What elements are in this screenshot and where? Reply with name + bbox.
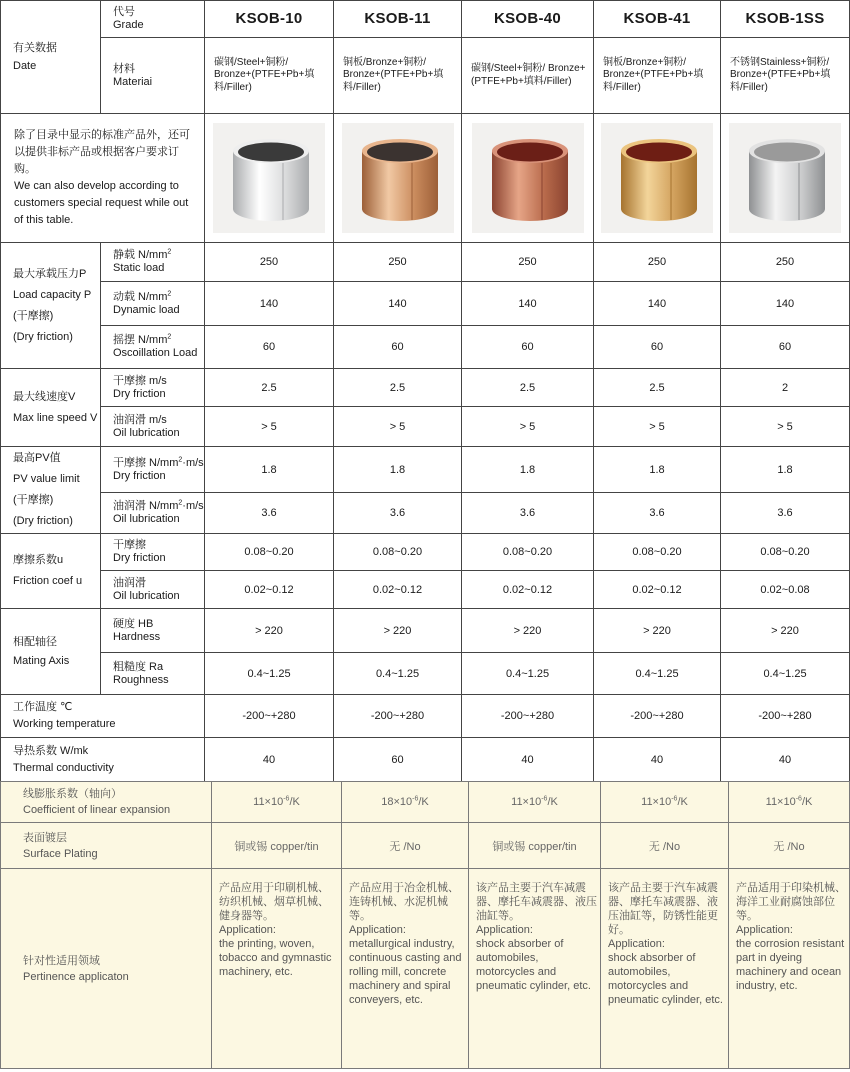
value-cell: 250 <box>205 243 334 282</box>
value-cell: 250 <box>334 243 462 282</box>
value-cell: 40 <box>462 738 594 782</box>
value-cell: > 5 <box>594 407 721 447</box>
value-cell: 60 <box>334 738 462 782</box>
bushing-bore <box>238 143 304 162</box>
value-cell: 无 /No <box>342 823 469 869</box>
value-cell: > 220 <box>334 609 462 653</box>
value-cell: 1.8 <box>334 447 462 493</box>
bushing-photo-silver <box>213 123 325 233</box>
row-dynamic-load <box>1 282 850 326</box>
value-cell: 250 <box>462 243 594 282</box>
custom-order-note: 除了目录中显示的标准产品外，还可以提供非标产品或根据客户要求订购。 We can also develop according to customers special request while out of this table. <box>1 114 205 243</box>
value-cell: 0.4~1.25 <box>205 653 334 695</box>
value-cell: 1.8 <box>721 447 850 493</box>
row-working-temperature <box>1 695 850 738</box>
material-cell: 碳钢/Steel+铜粉/ Bronze+(PTFE+Pb+填料/Filler) <box>462 38 594 114</box>
value-cell: 40 <box>594 738 721 782</box>
value-cell: 铜或锡 copper/tin <box>212 823 342 869</box>
bushing-photo-bronze <box>601 123 713 233</box>
spec-table-lower <box>0 781 850 1069</box>
value-cell: $11\times 10^{-6}/K$ <box>729 782 850 823</box>
label-thermal-conductivity: 导热系数 W/mk Thermal conductivity <box>1 738 205 782</box>
sub-label: 动载 $N/mm^2$ Dynamic load <box>101 282 205 326</box>
bushing-bore <box>367 143 433 162</box>
row-oscillation-load <box>1 326 850 369</box>
value-cell: $11\times 10^{-6}/K$ <box>469 782 601 823</box>
value-cell: 0.08~0.20 <box>205 534 334 571</box>
row-axis-roughness <box>1 653 850 695</box>
value-cell: 0.4~1.25 <box>334 653 462 695</box>
sub-label: 摇摆 $N/mm^2$ Oscoillation Load <box>101 326 205 369</box>
value-cell: 60 <box>205 326 334 369</box>
bushing-photo-copper-dark <box>472 123 584 233</box>
product-code: KSOB-41 <box>594 1 721 38</box>
row-friction-oil <box>1 571 850 609</box>
row-axis-hardness <box>1 609 850 653</box>
label-linear-expansion: 线膨胀系数（轴向） Coefficient of linear expansion <box>1 782 212 823</box>
bushing-bore <box>754 143 820 162</box>
application-cell: 产品应用于印刷机械、纺织机械、烟草机械、健身器等。 Application: the printing, woven, tobacco and gymnastic machinery, etc. <box>212 869 342 1069</box>
value-cell: -200~+280 <box>594 695 721 738</box>
sub-label: 干摩擦 $N/mm^2\cdot m/s$ Dry friction <box>101 447 205 493</box>
group-pv-limit: 最高PV值 PV value limit (干摩擦) (Dry friction) <box>1 447 101 534</box>
material-cell: 碳钢/Steel+铜粉/ Bronze+(PTFE+Pb+填料/Filler) <box>205 38 334 114</box>
photo-cell <box>721 114 850 243</box>
label-surface-plating: 表面镀层 Surface Plating <box>1 823 212 869</box>
sub-label: 干摩擦 m/s Dry friction <box>101 369 205 407</box>
value-cell: 2 <box>721 369 850 407</box>
row-thermal-conductivity <box>1 738 850 782</box>
value-cell: 140 <box>205 282 334 326</box>
value-cell: 140 <box>721 282 850 326</box>
material-label: 材料 Materiai <box>101 38 205 114</box>
value-cell: 0.02~0.08 <box>721 571 850 609</box>
product-code: KSOB-11 <box>334 1 462 38</box>
label-application: 针对性适用领域 Pertinence applicaton <box>1 869 212 1069</box>
value-cell: $11\times 10^{-6}/K$ <box>212 782 342 823</box>
application-cell: 产品适用于印染机械、海洋工业耐腐蚀部位等。 Application: the corrosion resistant part in dyeing machinery and ocean industry, etc. <box>729 869 850 1069</box>
label-working-temperature: 工作温度 ℃ Working temperature <box>1 695 205 738</box>
photo-cell <box>462 114 594 243</box>
value-cell: $18\times 10^{-6}/K$ <box>342 782 469 823</box>
application-cell: 该产品主要于汽车减震器、摩托车减震器、液压油缸等。 Application: shock absorber of automobiles, motorcycles and pneumatic cylinder, etc. <box>469 869 601 1069</box>
section-header: 有关数据 Date <box>1 1 101 114</box>
value-cell: 3.6 <box>334 493 462 534</box>
bushing-bore <box>626 143 692 162</box>
value-cell: 无 /No <box>601 823 729 869</box>
group-mating-axis: 相配轴径 Mating Axis <box>1 609 101 695</box>
group-friction-coef: 摩擦系数u Friction coef u <box>1 534 101 609</box>
row-static-load <box>1 243 850 282</box>
value-cell: > 5 <box>721 407 850 447</box>
row-friction-dry <box>1 534 850 571</box>
value-cell: 140 <box>462 282 594 326</box>
row-pv-oil <box>1 493 850 534</box>
value-cell: 2.5 <box>334 369 462 407</box>
row-surface-plating <box>1 823 850 869</box>
photo-cell <box>334 114 462 243</box>
application-cell: 产品应用于冶金机械、连铸机械、水泥机械等。 Application: metallurgical industry, continuous casting and rolling mill, concrete machinery and spiral conveyers, etc. <box>342 869 469 1069</box>
value-cell: 0.4~1.25 <box>462 653 594 695</box>
sub-label: 油润滑 $N/mm^2\cdot m/s$ Oil lubrication <box>101 493 205 534</box>
value-cell: 140 <box>334 282 462 326</box>
value-cell: 0.02~0.12 <box>205 571 334 609</box>
value-cell: 60 <box>462 326 594 369</box>
value-cell: 无 /No <box>729 823 850 869</box>
value-cell: 0.08~0.20 <box>462 534 594 571</box>
value-cell: > 220 <box>721 609 850 653</box>
application-cell: 该产品主要于汽车减震器、摩托车减震器、液压油缸等，防锈性能更好。 Application: shock absorber of automobiles, motorcycles and pneumatic cylinder, etc. <box>601 869 729 1069</box>
product-code: KSOB-10 <box>205 1 334 38</box>
value-cell: 2.5 <box>594 369 721 407</box>
value-cell: 铜或锡 copper/tin <box>469 823 601 869</box>
value-cell: 60 <box>334 326 462 369</box>
sub-label: 静载 $N/mm^2$ Static load <box>101 243 205 282</box>
bushing-bore <box>497 143 563 162</box>
value-cell: 0.08~0.20 <box>334 534 462 571</box>
value-cell: 1.8 <box>594 447 721 493</box>
value-cell: 250 <box>721 243 850 282</box>
value-cell: 140 <box>594 282 721 326</box>
value-cell: -200~+280 <box>721 695 850 738</box>
value-cell: 0.02~0.12 <box>594 571 721 609</box>
value-cell: > 220 <box>594 609 721 653</box>
sub-label: 干摩擦 Dry friction <box>101 534 205 571</box>
value-cell: > 220 <box>205 609 334 653</box>
value-cell: 3.6 <box>205 493 334 534</box>
value-cell: 40 <box>721 738 850 782</box>
group-load-capacity: 最大承载压力P Load capacity P (干摩擦) (Dry friction) <box>1 243 101 369</box>
value-cell: 1.8 <box>205 447 334 493</box>
value-cell: 0.02~0.12 <box>462 571 594 609</box>
value-cell: 3.6 <box>462 493 594 534</box>
value-cell: 0.02~0.12 <box>334 571 462 609</box>
row-linear-expansion <box>1 782 850 823</box>
value-cell: 3.6 <box>594 493 721 534</box>
value-cell: 2.5 <box>205 369 334 407</box>
value-cell: $11\times 10^{-6}/K$ <box>601 782 729 823</box>
sub-label: 油润滑 Oil lubrication <box>101 571 205 609</box>
sub-label: 粗糙度 Ra Roughness <box>101 653 205 695</box>
row-application <box>1 869 850 1069</box>
value-cell: 0.4~1.25 <box>721 653 850 695</box>
material-cell: 铜板/Bronze+铜粉/ Bronze+(PTFE+Pb+填料/Filler) <box>594 38 721 114</box>
photo-cell <box>594 114 721 243</box>
row-speed-dry <box>1 369 850 407</box>
bushing-photo-copper-light <box>342 123 454 233</box>
sub-label: 油润滑 m/s Oil lubrication <box>101 407 205 447</box>
grade-label: 代号 Grade <box>101 1 205 38</box>
value-cell: 250 <box>594 243 721 282</box>
row-pv-dry <box>1 447 850 493</box>
value-cell: 2.5 <box>462 369 594 407</box>
value-cell: -200~+280 <box>205 695 334 738</box>
value-cell: 0.08~0.20 <box>721 534 850 571</box>
value-cell: 0.08~0.20 <box>594 534 721 571</box>
value-cell: > 5 <box>462 407 594 447</box>
row-speed-oil <box>1 407 850 447</box>
value-cell: > 5 <box>334 407 462 447</box>
sub-label: 硬度 HB Hardness <box>101 609 205 653</box>
value-cell: 60 <box>594 326 721 369</box>
value-cell: 1.8 <box>462 447 594 493</box>
bushing-photo-steel <box>729 123 841 233</box>
material-cell: 不锈钢Stainless+铜粉/ Bronze+(PTFE+Pb+填料/Filler) <box>721 38 850 114</box>
material-cell: 铜板/Bronze+铜粉/ Bronze+(PTFE+Pb+填料/Filler) <box>334 38 462 114</box>
value-cell: -200~+280 <box>334 695 462 738</box>
value-cell: 3.6 <box>721 493 850 534</box>
product-code: KSOB-1SS <box>721 1 850 38</box>
value-cell: > 5 <box>205 407 334 447</box>
value-cell: 40 <box>205 738 334 782</box>
value-cell: -200~+280 <box>462 695 594 738</box>
photo-cell <box>205 114 334 243</box>
group-max-speed: 最大线速度V Max line speed V <box>1 369 101 447</box>
product-code: KSOB-40 <box>462 1 594 38</box>
value-cell: 60 <box>721 326 850 369</box>
value-cell: > 220 <box>462 609 594 653</box>
value-cell: 0.4~1.25 <box>594 653 721 695</box>
